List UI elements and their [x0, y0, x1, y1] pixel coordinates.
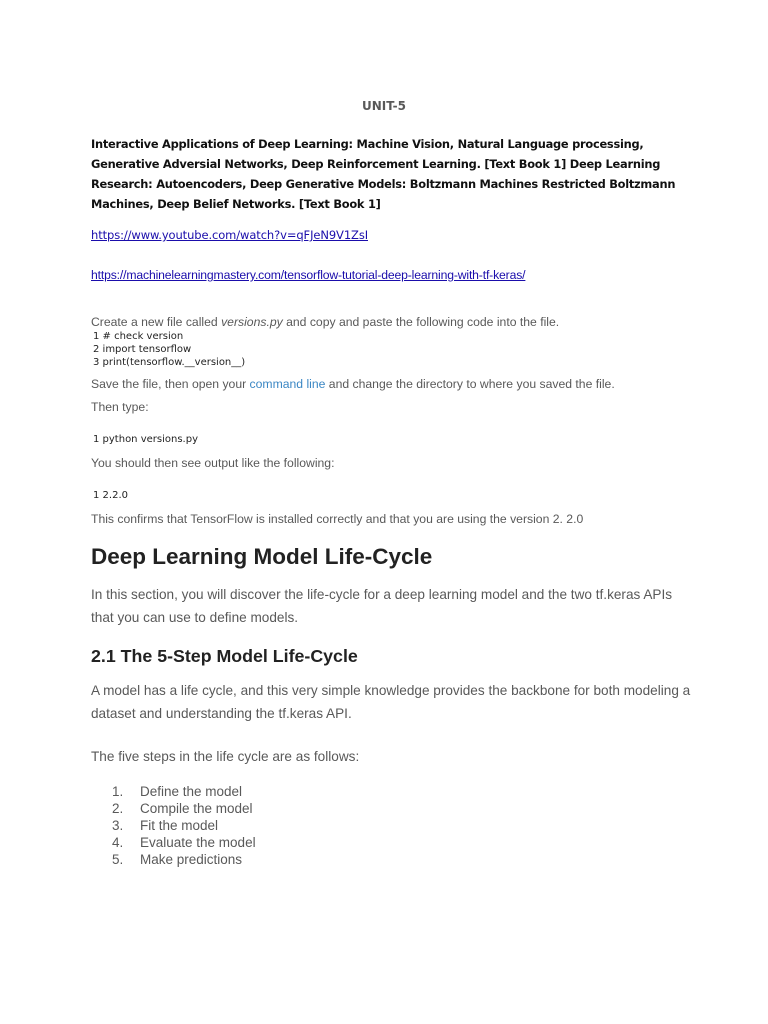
lifecycle-heading: Deep Learning Model Life-Cycle	[91, 544, 433, 569]
python-command: 1 python versions.py	[93, 434, 198, 445]
code-line: 1 # check version	[93, 331, 184, 342]
intro-filename: versions.py	[221, 315, 283, 329]
step-number: 5.	[112, 852, 124, 867]
lifecycle-paragraph: A model has a life cycle, and this very simple knowledge provides the backbone for both modeling a dataset and understanding the tf.keras API.	[91, 683, 691, 721]
output-intro-text: You should then see output like the following:	[91, 456, 335, 470]
code-line: 2 import tensorflow	[93, 344, 192, 355]
output-value: 1 2.2.0	[93, 490, 128, 501]
intro-before: Create a new file called	[91, 315, 222, 329]
save-after: and change the directory to where you saved the file.	[325, 377, 615, 391]
intro-text	[91, 315, 559, 329]
save-text	[91, 377, 615, 391]
list-item	[108, 783, 256, 800]
code-block	[93, 330, 245, 369]
section-intro-text: In this section, you will discover the life-cycle for a deep learning model and the two tf.keras APIs that you can use to define models.	[91, 587, 673, 625]
confirm-text: This confirms that TensorFlow is installed correctly and that you are using the version 2. 2.0	[91, 512, 584, 526]
step-label: Make predictions	[140, 852, 243, 867]
list-item	[108, 851, 256, 868]
command-line-link[interactable]: command line	[249, 377, 326, 391]
then-type-text: Then type:	[91, 400, 149, 414]
step-number: 3.	[112, 818, 124, 833]
youtube-link[interactable]: https://www.youtube.com/watch?v=qFJeN9V1ZsI	[91, 228, 368, 242]
step-label: Compile the model	[140, 801, 253, 816]
list-item	[108, 817, 256, 834]
step-label: Evaluate the model	[140, 835, 256, 850]
code-line: 3 print(tensorflow.__version__)	[93, 357, 246, 368]
step-number: 1.	[112, 784, 124, 799]
step-label: Define the model	[140, 784, 243, 799]
steps-intro-text: The five steps in the life cycle are as follows:	[91, 749, 360, 764]
step-number: 4.	[112, 835, 124, 850]
step-number: 2.	[112, 801, 124, 816]
list-item	[108, 834, 256, 851]
intro-after: and copy and paste the following code into the file.	[282, 315, 560, 329]
save-before: Save the file, then open your	[91, 377, 250, 391]
list-item	[108, 800, 256, 817]
unit-title: UNIT-5	[361, 99, 406, 113]
tutorial-link[interactable]: https://machinelearningmastery.com/tensorflow-tutorial-deep-learning-with-tf-keras/	[91, 268, 526, 282]
step-label: Fit the model	[140, 818, 219, 833]
five-step-heading: 2.1 The 5-Step Model Life-Cycle	[91, 646, 358, 666]
syllabus-text: Interactive Applications of Deep Learning: Machine Vision, Natural Language processing, Generative Adversial Networks, Deep Reinforcement Learning. [Text Book 1] Deep Learning Research: Autoencoders, Deep Generative Models: Boltzmann Machines Restricted Boltzmann Machines, Deep Belief Networks. [Text Book 1]	[91, 137, 676, 211]
steps-list	[108, 783, 256, 868]
